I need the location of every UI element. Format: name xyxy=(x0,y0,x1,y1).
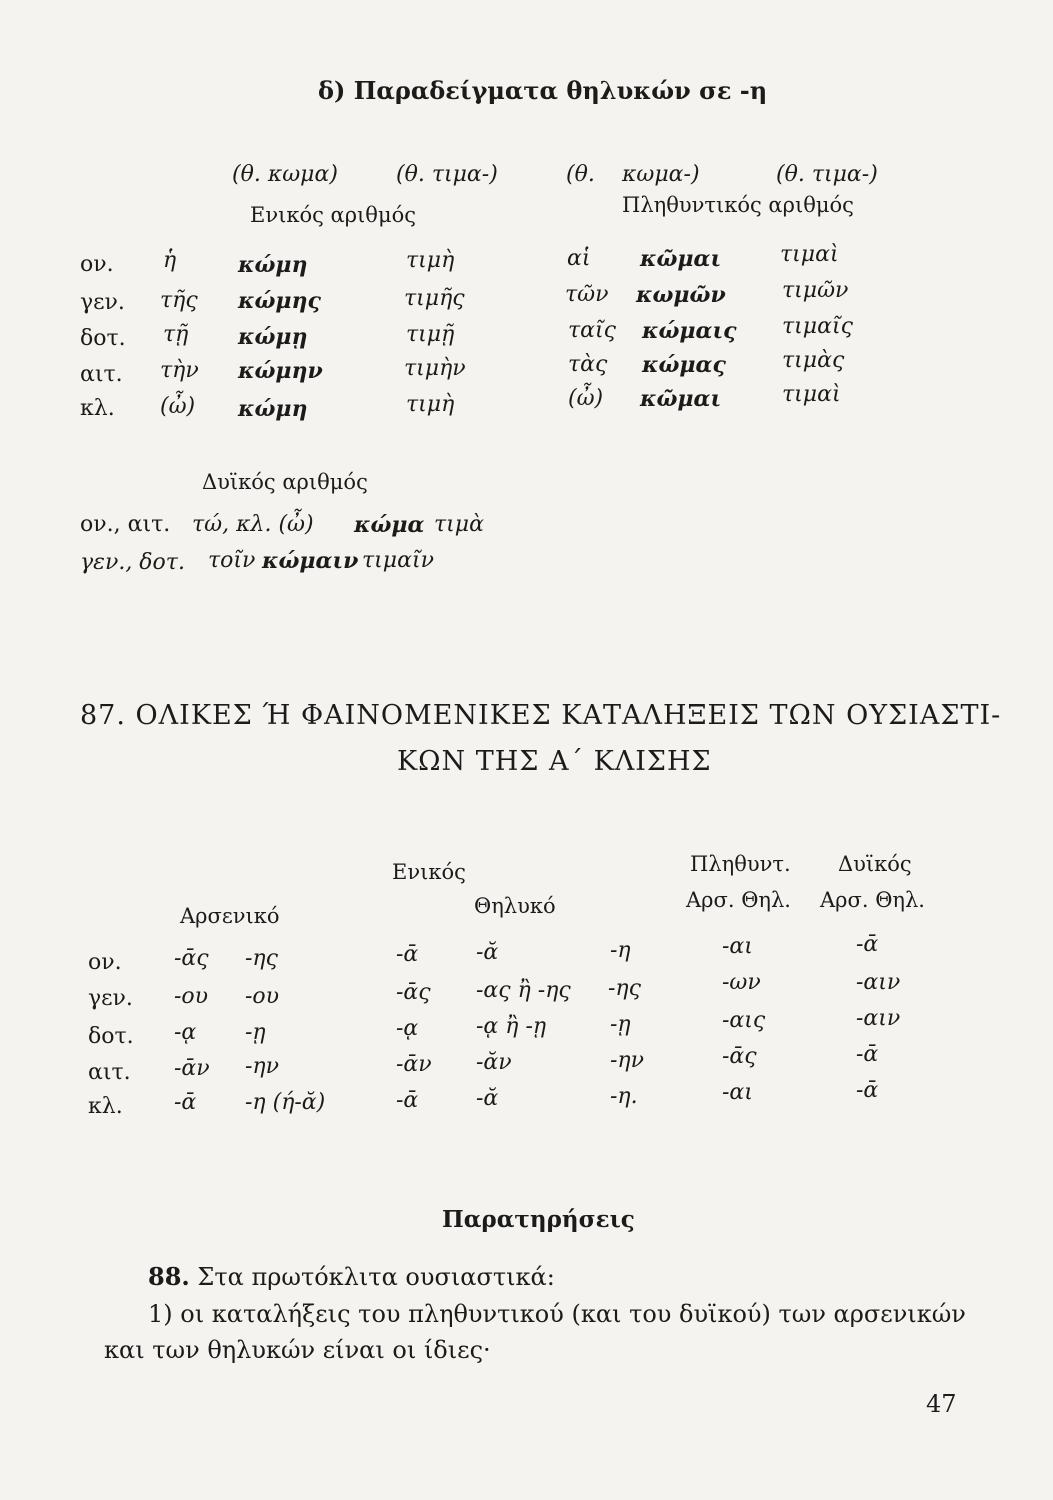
case-label: κλ. xyxy=(88,1094,123,1119)
case-label: ον. xyxy=(80,252,114,277)
dual-word-time: τιμαῖν xyxy=(362,548,434,573)
word-time: τιμῇ xyxy=(406,322,455,347)
dual-case-label: ον., αιτ. xyxy=(80,512,171,537)
dual-ending: -ᾱ xyxy=(856,1078,879,1103)
plural-ending: -ων xyxy=(722,970,761,995)
dual-label: Δυϊκός αριθμός xyxy=(202,470,368,494)
plural-word-time: τιμαὶ xyxy=(780,242,839,267)
masc-ending-b: -ης xyxy=(245,946,278,971)
plural-ending: -αις xyxy=(722,1008,766,1033)
masc-ending-a: -ᾳ xyxy=(174,1020,197,1045)
word-time: τιμῆς xyxy=(404,286,465,311)
dual-ending: -αιν xyxy=(856,1006,901,1031)
stem-tima-plural: (θ. τιμα-) xyxy=(776,162,878,187)
article: τῇ xyxy=(163,322,189,347)
observation-intro-text: Στα πρωτόκλιτα ουσιαστικά: xyxy=(197,1263,555,1291)
article: τὴν xyxy=(160,358,199,383)
fem-ending-a: -ᾱν xyxy=(396,1052,432,1077)
observation-88-intro xyxy=(148,1262,555,1291)
plural-word-time: τιμῶν xyxy=(782,278,849,303)
observation-88-line2: και των θηλυκών είναι οι ίδιες· xyxy=(104,1336,491,1364)
word-kome: κώμῃ xyxy=(238,324,308,350)
case-label: γεν. xyxy=(88,986,133,1011)
fem-ending-c: -ην xyxy=(610,1048,644,1073)
plural-word-kome: κῶμαι xyxy=(640,386,722,412)
fem-ending-a: -ᾱ xyxy=(396,942,419,967)
stem-tima-singular: (θ. τιμα-) xyxy=(396,162,498,187)
case-label: δοτ. xyxy=(88,1024,134,1049)
plural-word-kome: κώμας xyxy=(642,352,726,378)
header-dual-gender: Αρσ. Θηλ. xyxy=(820,888,925,912)
plural-article: τῶν xyxy=(565,282,609,307)
plural-article: ταῖς xyxy=(568,318,616,343)
fem-ending-b: -ᾰν xyxy=(476,1050,512,1075)
fem-ending-a: -ᾱ xyxy=(396,1088,419,1113)
article: (ὦ) xyxy=(160,394,196,419)
header-masculine: Αρσενικό xyxy=(180,904,280,928)
plural-ending: -αι xyxy=(722,934,753,959)
fem-ending-c: -ῃ xyxy=(610,1012,631,1037)
plural-word-kome: κώμαις xyxy=(642,318,737,344)
fem-ending-a: -ᾱς xyxy=(396,980,431,1005)
case-label: δοτ. xyxy=(80,326,126,351)
stem-kwma-plural: κωμα-) xyxy=(622,162,700,187)
dual-article: τοῖν xyxy=(208,548,256,573)
article: ἡ xyxy=(163,248,177,273)
dual-word-kome: κώμα xyxy=(354,512,425,538)
fem-ending-c: -η xyxy=(610,938,631,963)
masc-ending-a: -ᾱν xyxy=(174,1056,210,1081)
case-label: ον. xyxy=(88,950,122,975)
fem-ending-b: -ᾳ ἢ -ῃ xyxy=(476,1014,547,1039)
section-87-heading-line2: ΚΩΝ ΤΗΣ Α΄ ΚΛΙΣΗΣ xyxy=(397,746,712,777)
plural-word-time: τιμαῖς xyxy=(782,314,853,339)
word-kome: κώμης xyxy=(238,288,321,314)
word-time: τιμὴν xyxy=(404,356,466,381)
plural-ending: -αι xyxy=(722,1080,753,1105)
fem-ending-c: -ης xyxy=(608,976,641,1001)
case-label: γεν. xyxy=(80,290,125,315)
fem-ending-b: -ας ἢ -ης xyxy=(476,978,571,1003)
plural-word-kome: κῶμαι xyxy=(640,246,722,272)
dual-article: τώ, κλ. (ὦ) xyxy=(192,512,314,537)
dual-word-kome: κώμαιν xyxy=(262,548,359,574)
observation-number: 88. xyxy=(148,1262,190,1291)
dual-ending: -ᾱ xyxy=(856,932,879,957)
masc-ending-a: -ου xyxy=(174,984,209,1009)
header-plural-gender: Αρσ. Θηλ. xyxy=(686,888,791,912)
case-label: κλ. xyxy=(80,396,115,421)
masc-ending-b: -ην xyxy=(245,1054,279,1079)
singular-label: Ενικός αριθμός xyxy=(250,203,416,227)
case-label: αιτ. xyxy=(80,362,123,387)
dual-word-time: τιμὰ xyxy=(434,512,484,537)
header-feminine: Θηλυκό xyxy=(474,894,556,918)
word-time: τιμὴ xyxy=(406,248,455,273)
dual-ending: -ᾱ xyxy=(856,1042,879,1067)
plural-word-time: τιμαὶ xyxy=(782,382,841,407)
plural-label: Πληθυντικός αριθμός xyxy=(622,193,854,217)
plural-article: τὰς xyxy=(568,352,608,377)
dual-case-label: γεν., δοτ. xyxy=(80,550,185,575)
fem-ending-b: -ᾰ xyxy=(476,1086,499,1111)
masc-ending-b: -η (ή-ᾰ) xyxy=(245,1090,326,1115)
masc-ending-a: -ᾱ xyxy=(174,1090,197,1115)
section-87-heading-line1: 87. ΟΛΙΚΕΣ Ή ΦΑΙΝΟΜΕΝΙΚΕΣ ΚΑΤΑΛΗΞΕΙΣ ΤΩΝ ΟΥΣΙΑΣΤΙ- xyxy=(80,700,1002,731)
header-singular: Ενικός xyxy=(392,860,466,884)
masc-ending-a: -ᾱς xyxy=(174,946,209,971)
plural-article: αἱ xyxy=(567,246,591,271)
fem-ending-c: -η. xyxy=(610,1084,638,1109)
page-number: 47 xyxy=(926,1390,957,1418)
article: τῆς xyxy=(160,288,198,313)
fem-ending-a: -ᾳ xyxy=(396,1016,419,1041)
masc-ending-b: -ῃ xyxy=(245,1020,266,1045)
header-dual: Δυϊκός xyxy=(838,852,912,876)
section-d-title: δ) Παραδείγματα θηλυκών σε -η xyxy=(318,76,768,105)
masc-ending-b: -ου xyxy=(245,984,280,1009)
fem-ending-b: -ᾰ xyxy=(476,940,499,965)
header-plural: Πληθυντ. xyxy=(690,852,791,876)
dual-ending: -αιν xyxy=(856,970,901,995)
case-label: αιτ. xyxy=(88,1060,131,1085)
plural-word-kome: κωμῶν xyxy=(636,282,726,308)
word-kome: κώμη xyxy=(238,252,308,278)
word-kome: κώμην xyxy=(238,358,323,384)
plural-article: (ὦ) xyxy=(568,386,604,411)
word-kome: κώμη xyxy=(238,396,308,422)
observations-title: Παρατηρήσεις xyxy=(442,1206,635,1233)
plural-word-time: τιμὰς xyxy=(782,348,845,373)
stem-open-plural: (θ. xyxy=(566,162,595,187)
plural-ending: -ᾱς xyxy=(722,1044,757,1069)
stem-kwma-singular: (θ. κωμα) xyxy=(232,162,338,187)
observation-88-line1: 1) οι καταλήξεις του πληθυντικού (και του δυϊκού) των αρσενικών xyxy=(148,1300,966,1328)
word-time: τιμὴ xyxy=(406,392,455,417)
